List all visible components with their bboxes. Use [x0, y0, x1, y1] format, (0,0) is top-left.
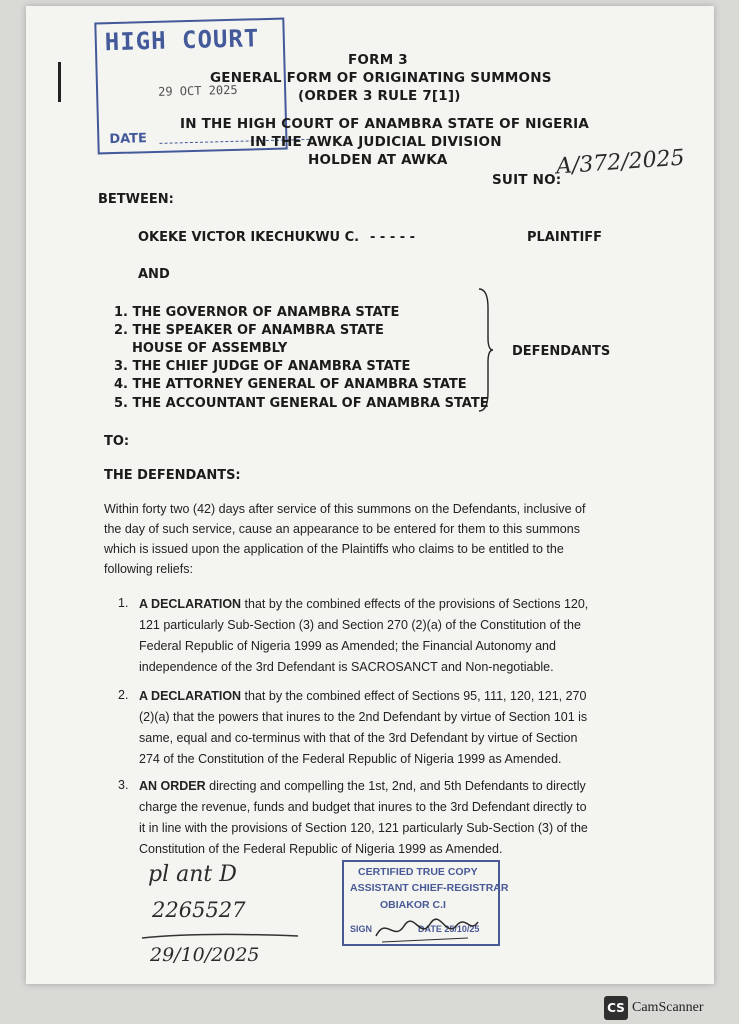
relief-line: 121 particularly Sub-Section (3) and Section 270 (2)(a) of the Constitution of the [139, 618, 581, 632]
relief-line: same, equal and co-terminus with that of the 3rd Defendant by virtue of Section [139, 731, 578, 745]
relief-line: it in line with the provisions of Section 120, 121 particularly Sub-Section (3) of the [139, 821, 588, 835]
handwritten-underline [140, 930, 300, 942]
court-holden: HOLDEN AT AWKA [308, 152, 448, 168]
defendants-role: DEFENDANTS [512, 344, 611, 359]
relief-3 [139, 776, 664, 860]
form-title: GENERAL FORM OF ORIGINATING SUMMONS [210, 70, 552, 86]
defendant-item: 1. THE GOVERNOR OF ANAMBRA STATE [114, 305, 400, 320]
handwritten-number: 2265527 [152, 898, 246, 922]
plaintiff-role: PLAINTIFF [527, 230, 603, 245]
cert-line: CERTIFIED TRUE COPY [358, 866, 478, 878]
handwritten-date: 29/10/2025 [150, 944, 260, 966]
intro-line: Within forty two (42) days after service of this summons on the Defendants, inclusive of [104, 502, 586, 516]
defendant-item: 4. THE ATTORNEY GENERAL OF ANAMBRA STATE [114, 377, 467, 392]
relief-line: (2)(a) that the powers that inures to the 2nd Defendant by virtue of Section 101 is [139, 710, 588, 724]
intro-line: which is issued upon the application of the Plaintiffs who claims to be entitled to the [104, 542, 564, 556]
between-label: BETWEEN: [98, 192, 174, 207]
court-division: IN THE AWKA JUDICIAL DIVISION [250, 134, 502, 150]
suit-label: SUIT NO: [492, 172, 562, 188]
cert-line: ASSISTANT CHIEF-REGISTRAR [350, 882, 509, 894]
relief-line: 274 of the Constitution of the Federal Republic of Nigeria 1999 as Amended. [139, 752, 562, 766]
margin-mark [58, 62, 61, 102]
stamp-date: 29 OCT 2025 [157, 82, 238, 99]
relief-line: directing and compelling the 1st, 2nd, and 5th Defendants to directly [205, 779, 586, 793]
cert-line: DATE 25/10/25 [418, 924, 480, 934]
stamp-date-label: DATE [109, 131, 148, 148]
relief-line: Constitution of the Federal Republic of Nigeria 1999 as Amended. [139, 842, 503, 856]
relief-lead: A DECLARATION [139, 689, 242, 703]
camscanner-logo: CS [604, 996, 628, 1020]
cert-line: SIGN [350, 924, 373, 934]
defendant-item: 2. THE SPEAKER OF ANAMBRA STATE [114, 323, 384, 338]
relief-lead: A DECLARATION [139, 597, 242, 611]
and-label: AND [138, 267, 170, 282]
relief-1 [139, 594, 664, 678]
relief-line: independence of the 3rd Defendant is SACROSANCT and Non-negotiable. [139, 660, 554, 674]
intro-line: the day of such service, cause an appearance to be entered for them to this summons [104, 522, 580, 536]
the-defendants-label: THE DEFENDANTS: [104, 468, 241, 483]
plaintiff-name: OKEKE VICTOR IKECHUKWU C. [138, 230, 360, 245]
camscanner-brand: CamScanner [632, 1000, 704, 1015]
relief-lead: AN ORDER [139, 779, 206, 793]
court-name: IN THE HIGH COURT OF ANAMBRA STATE OF NIGERIA [180, 116, 590, 132]
suit-number-handwritten: A/372/2025 [555, 145, 686, 180]
form-number: FORM 3 [348, 52, 408, 68]
relief-2 [139, 686, 664, 770]
intro-line: following reliefs: [104, 562, 193, 576]
relief-number: 1. [118, 596, 129, 610]
signature [372, 912, 482, 948]
defendants-brace [478, 288, 494, 412]
relief-line: charge the revenue, funds and budget that inures to the 3rd Defendant directly to [139, 800, 587, 814]
cert-line: OBIAKOR C.I [380, 899, 446, 911]
relief-line: that by the combined effect of Sections 95, 111, 120, 121, 270 [241, 689, 587, 703]
defendant-item: 5. THE ACCOUNTANT GENERAL OF ANAMBRA STATE [114, 396, 489, 411]
relief-line: that by the combined effects of the provisions of Sections 120, [241, 597, 589, 611]
handwritten-note: pl ant D [148, 862, 237, 887]
relief-line: Federal Republic of Nigeria 1999 as Amended; the Financial Autonomy and [139, 639, 556, 653]
defendant-item: HOUSE OF ASSEMBLY [132, 341, 288, 356]
relief-number: 2. [118, 688, 129, 702]
plaintiff-dashes: - - - - - [370, 230, 416, 245]
stamp-title: HIGH COURT [104, 24, 260, 57]
form-order: (ORDER 3 RULE 7[1]) [298, 88, 461, 104]
defendant-item: 3. THE CHIEF JUDGE OF ANAMBRA STATE [114, 359, 411, 374]
relief-number: 3. [118, 778, 129, 792]
to-label: TO: [104, 434, 130, 449]
